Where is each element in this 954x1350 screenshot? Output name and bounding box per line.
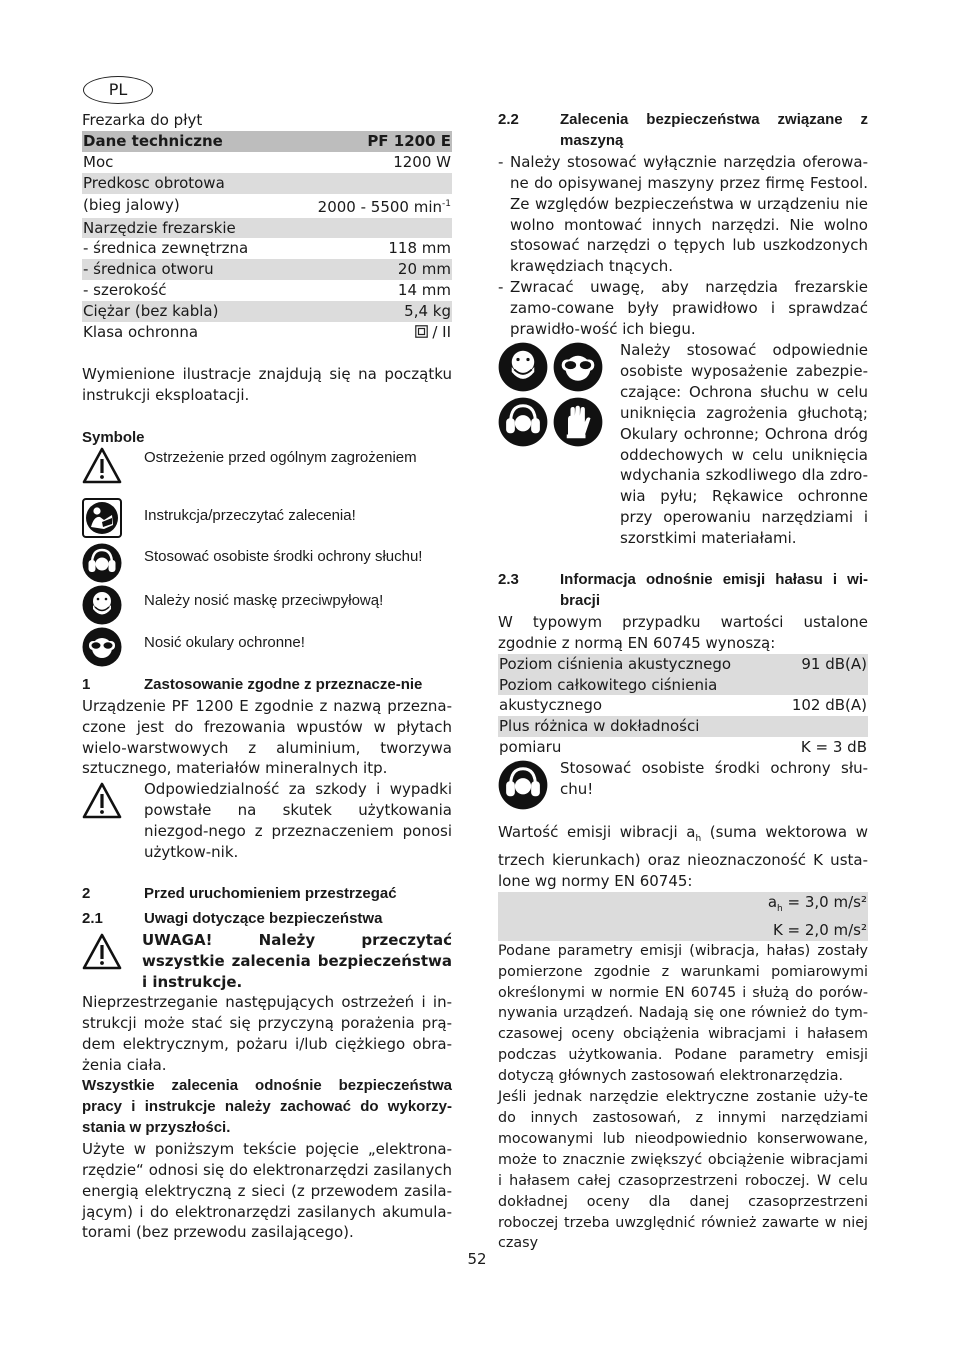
spec-header-row <box>82 131 452 152</box>
section-number: 2.2 <box>498 111 519 128</box>
spec-value: 1200 W <box>393 152 451 171</box>
safety-goggles-icon <box>553 342 603 392</box>
spec-value: 5,4 kg <box>286 301 452 322</box>
emission-paragraph: Podane parametry emisji (wibracja, hałas) zostały pomierzone zgodnie z warunkami pomiarowymi określonymi w normie EN 60745 i służą do porów-nywania urządzeń. Nadają się one również do tym-czasowej oceny obciążenia wibracjami i hałasem podczas użytkowania. Podane parametry emisji dotyczą głównych zastosowań elektronarzędzia. <box>498 942 868 1085</box>
table-row <box>82 152 452 173</box>
speed-value: 2000 - 5500 min <box>317 197 443 216</box>
noise-label: Poziom ciśnienia akustycznego <box>498 654 776 675</box>
spec-label: - średnica otworu <box>82 259 286 280</box>
vibration-table <box>498 892 868 941</box>
uncertainty-value: K = 2,0 m/s² <box>498 920 868 941</box>
symbols-heading: Symbole <box>82 428 145 446</box>
power-tool-definition: Użyte w poniższym tekście pojęcie „elektrona-rzędzie“ odnosi się do elektronarzędzi zasilanych energią elektryczną z sieci (z przewodem zasila-jącym) i do elektronarzędzi zasilanych akumula-torami (bez przewodu zasilającego). <box>82 1139 452 1242</box>
ppe-block <box>498 340 868 549</box>
table-row <box>498 716 868 737</box>
illustrations-note: Wymienione ilustracje znajdują się na początku instrukcji eksploatacji. <box>82 364 452 404</box>
symbol-label: Stosować osobiste środki ochrony słuchu! <box>144 547 423 565</box>
noise-value: K = 3 dB <box>800 738 867 757</box>
vibration-symbol: a <box>767 892 778 911</box>
spec-value: 118 mm <box>388 239 451 258</box>
noise-label: Poziom całkowitego ciśnienia <box>498 675 776 696</box>
section-title: Zastosowanie zgodne z przeznacze-nie <box>144 675 423 693</box>
emission-intro: W typowym przypadku wartości ustalone zgodnie z normą EN 60745 wynoszą: <box>498 612 868 652</box>
read-all-warning: UWAGA! Należy przeczytać wszystkie zalecenia bezpieczeństwa i instrukcje. <box>142 930 452 991</box>
table-row <box>498 920 868 941</box>
protection-class-icon <box>415 325 428 338</box>
product-title: Frezarka do płyt <box>82 111 203 129</box>
noise-label: Plus różnica w dokładności <box>498 716 776 737</box>
warning-triangle-icon <box>82 446 122 486</box>
safety-goggles-icon <box>82 627 122 667</box>
speed-unit-exponent: -1 <box>442 198 451 209</box>
subscript: h <box>777 903 783 914</box>
ear-protection-block <box>498 758 868 810</box>
language-badge: PL <box>83 76 153 104</box>
ear-protection-icon <box>498 758 548 810</box>
table-row <box>498 695 868 716</box>
noise-value <box>776 675 868 696</box>
spec-label: (bieg jalowy) <box>83 196 180 215</box>
page-number: 52 <box>467 1250 487 1268</box>
section-number: 2.3 <box>498 571 519 589</box>
protective-gloves-icon <box>553 397 603 447</box>
spec-label: Klasa ochronna <box>83 323 199 342</box>
table-row <box>498 675 868 696</box>
section-title: Zalecenia bezpieczeństwa związane z maszyną <box>560 111 868 149</box>
symbol-label: Nosić okulary ochronne! <box>144 633 305 651</box>
table-row <box>498 737 868 758</box>
noise-value <box>776 716 868 737</box>
spec-header-value: PF 1200 E <box>286 131 452 152</box>
ppe-icons <box>498 340 603 447</box>
section-number: 2 <box>82 884 91 902</box>
spec-label: - średnica zewnętrzna <box>83 239 249 258</box>
noise-label: akustycznego <box>499 696 603 715</box>
subscript: h <box>695 834 702 845</box>
symbol-row <box>82 627 452 667</box>
emission-paragraph-2: Jeśli jednak narzędzie elektryczne zostanie uży-te do innych zastosowań, z innymi narzędziami mocowanymi lub nieodpowiednio konserwowane, może to znacznie zwiększyć obciążenie wibracjami i hałasem całej czasoprzestrzeni roboczej. W celu dokładnej oceny dla danej czasoprzestrzeni roboczej trzeba uwzględnić również zawarte w niej czasy <box>498 1089 868 1252</box>
section-2-3-heading <box>498 570 868 612</box>
noise-label: pomiaru <box>499 738 562 757</box>
table-row <box>498 654 868 675</box>
ear-protection-text: Stosować osobiste środki ochrony słu-chu! <box>560 759 868 799</box>
spec-value: 20 mm <box>286 259 452 280</box>
section-2-1-paragraph: Nieprzestrzeganie następujących ostrzeżeń i in-strukcji może stać się przyczyną porażenia prą-dem elektrycznym, pożaru i/lub ciężkiego obra-żenia ciała. <box>82 993 452 1075</box>
spec-header-label: Dane techniczne <box>82 131 286 152</box>
bullet-dash: - <box>498 278 504 297</box>
warning-block <box>82 779 452 863</box>
section-number: 2.1 <box>82 909 103 927</box>
section-2-1-heading <box>82 909 452 930</box>
vibration-amount: = 3,0 m/s² <box>782 892 867 911</box>
vibration-value <box>498 892 868 920</box>
spec-value <box>286 173 452 194</box>
spec-label: - szerokość <box>83 281 167 300</box>
spec-label: Moc <box>83 152 114 171</box>
table-row <box>82 322 452 343</box>
left-column <box>82 110 452 1243</box>
right-column <box>498 110 868 1254</box>
dust-mask-icon <box>82 585 122 625</box>
protection-class-value: / II <box>432 323 451 342</box>
misuse-warning-text: Odpowiedzialność za szkody i wypadki powstałe na skutek użytkowania niezgod-nego z przeznaczeniem ponosi użytkow-nik. <box>144 780 452 862</box>
symbol-row <box>82 498 452 538</box>
bullet-dash: - <box>498 152 504 171</box>
section-1-heading <box>82 675 452 696</box>
table-row <box>82 238 452 259</box>
section-2-heading <box>82 884 452 905</box>
bullet-text: Zwracać uwagę, aby narzędzia frezarskie zamo-cowane były prawidłowo i sprawdzać prawidło-wość ich biegu. <box>510 278 868 339</box>
warning-triangle-icon <box>82 930 122 972</box>
spec-table <box>82 131 452 343</box>
symbol-label: Ostrzeżenie przed ogólnym zagrożeniem <box>144 448 417 466</box>
noise-table <box>498 654 868 759</box>
table-row <box>498 892 868 920</box>
symbol-row <box>82 543 452 583</box>
section-number: 1 <box>82 675 91 693</box>
symbol-label: Należy nosić maskę przeciwpyłową! <box>144 591 384 609</box>
table-row <box>82 259 452 280</box>
warning-triangle-icon <box>82 779 122 821</box>
symbol-row <box>82 446 452 486</box>
symbol-row <box>82 585 452 625</box>
table-row <box>82 218 452 239</box>
list-item <box>498 152 868 277</box>
keep-instructions-note: Wszystkie zalecenia odnośnie bezpieczeństwa pracy i instrukcje należy zachować do wykorzy-stania w przyszłości. <box>82 1077 452 1136</box>
dust-mask-icon <box>498 342 548 392</box>
spec-value <box>286 322 452 343</box>
noise-value: 102 dB(A) <box>791 696 867 715</box>
table-row <box>82 280 452 301</box>
noise-value: 91 dB(A) <box>776 654 868 675</box>
table-row <box>82 173 452 194</box>
spec-label: Predkosc obrotowa <box>82 173 286 194</box>
warning-block <box>82 930 452 993</box>
spec-value <box>286 218 452 239</box>
spec-value: 14 mm <box>397 281 451 300</box>
ear-protection-icon <box>498 397 548 447</box>
bullet-text: Należy stosować wyłącznie narzędzia oferowa-ne do opisywanej maszyny przez firmę Festool. Ze względów bezpieczeństwa w urządzeniu nie wolno montować innych narzędzi. Nie wolno stosować narzędzi o tępych lub uszkodzonych krawędziach tnących. <box>510 152 868 276</box>
spec-label: Ciężar (bez kabla) <box>82 301 286 322</box>
section-title: Informacja odnośnie emisji hałasu i wi-bracji <box>560 571 868 609</box>
vibration-intro-start: Wartość emisji wibracji a <box>498 823 696 842</box>
section-2-2-heading <box>498 110 868 152</box>
section-title: Uwagi dotyczące bezpieczeństwa <box>144 909 383 927</box>
vibration-intro <box>498 822 868 892</box>
read-instructions-icon <box>82 498 122 538</box>
symbol-label: Instrukcja/przeczytać zalecenia! <box>144 506 356 524</box>
ppe-text: Należy stosować odpowiednie osobiste wyposażenie zabezpie-czające: Ochrona słuchu w celu uniknięcia zagrożenia głuchotą; Okulary ochronne; Ochrona dróg oddechowych w celu uniknięcia wdychania szkodliwego dla zdro-wia pyłu; Rękawice ochronne przy operowaniu narzędziami i szorstkimi materiałami. <box>620 340 868 548</box>
spec-label: Narzędzie frezarskie <box>82 218 286 239</box>
list-item <box>498 277 868 340</box>
table-row <box>82 301 452 322</box>
vibration-intro-end: (suma wektorowa w trzech kierunkach) oraz nieoznaczoność K usta-lone wg normy EN 60745: <box>498 823 868 890</box>
spec-value <box>286 194 452 218</box>
ear-protection-icon <box>82 543 122 583</box>
table-row <box>82 194 452 218</box>
section-title: Przed uruchomieniem przestrzegać <box>144 884 397 902</box>
section-1-body: Urządzenie PF 1200 E zgodnie z nazwą przezna-czone jest do frezowania wpustów w płytach wielo-warstwowych z aluminium, tworzywa sztucznego, materiałów mineralnych itp. <box>82 696 452 778</box>
